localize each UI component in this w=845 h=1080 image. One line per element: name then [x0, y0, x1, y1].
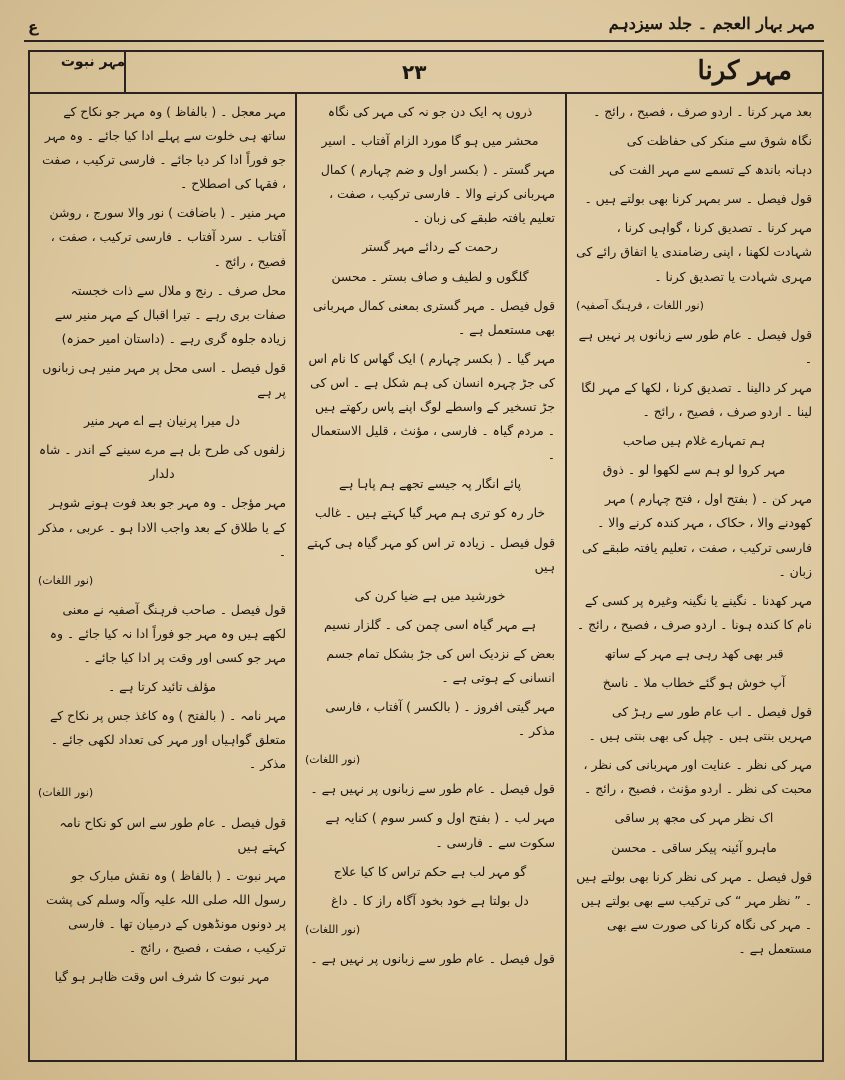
entry-paragraph: قول فیصل ۔ اب عام طور سے رہڑ کی مہریں بنتی ہیں ۔ چپل کی بھی بنتی ہیں ۔ [588, 704, 812, 744]
entry-paragraph: مہر مؤجل ۔ وہ مہر جو بعد فوت ہونے شوہر کے یا طلاق کے بعد واجب الادا ہو ۔ عربی ، مذکر ۔ [38, 495, 286, 559]
verse-line: ہے مہر گیاہ اسی چمن کی ۔ گلزار نسیم [323, 616, 537, 632]
entry-paragraph: مہر نبوت ۔ ( بالفاظ ) وہ نقش مبارک جو رسول اللہ صلی اللہ علیہ وآلہ وسلم کی پشت پر دونوں مونڈھوں کے درمیان تھا ۔ فارسی ترکیب ، صفت ، فصیح ، رائج ۔ [46, 867, 286, 955]
verse-line: ہم تمہارے غلام ہیں صاحب [622, 433, 766, 449]
source-citation: (نور اللغات) [38, 573, 94, 587]
entry-paragraph: مہر گستر ۔ ( بکسر اول و ضم چہارم ) کمال مہربانی کرنے والا ۔ فارسی ترکیب ، صفت ، تعلیم یافتہ طبقے کی زبان ۔ [320, 162, 555, 226]
verse-line: گو مہر لب ہے حکم تراس کا کیا علاج [333, 863, 527, 879]
running-header [20, 10, 825, 38]
page-number: ۲۳ [402, 60, 427, 84]
entry-paragraph: مہر کھدنا ۔ نگینے یا نگینہ وغیرہ پر کسی کے نام کا کندہ ہونا ۔ اردو صرف ، فصیح ، رائج ۔ [576, 592, 812, 632]
verse-line: ذروں پہ ایک دن جو نہ کی مہر کی نگاہ [327, 104, 533, 119]
entry-paragraph: قول فیصل ۔ سر بمہر کرنا بھی بولتے ہیں ۔ [584, 191, 812, 207]
column-divider-right [565, 94, 567, 1060]
entry-paragraph: مہر گیتی افروز ۔ ( بالکسر ) آفتاب ، فارسی مذکر ۔ [325, 699, 555, 739]
column-left [38, 100, 286, 1050]
entry-paragraph: قول فیصل ۔ عام طور سے زبانوں پر نہیں ہے ۔ [310, 950, 555, 966]
entry-paragraph: محل صرف ۔ رنج و ملال سے ذات خجستہ صفات بری رہے ۔ تیرا اقبال کے مہر منیر سے زیادہ جلوہ گری رہے ۔ (داستان امیر حمزہ) [54, 282, 286, 346]
page-header [30, 52, 820, 92]
top-rule [24, 40, 824, 42]
verse-line: ماہرو آئینہ پیکر ساقی ۔ محسن [611, 839, 777, 855]
entry-paragraph: مؤلف تائید کرتا ہے ۔ [107, 679, 217, 695]
entry-paragraph: مہر منیر ۔ ( باضافت ) نور والا سورج ، روشن آفتاب ۔ سرد آفتاب ۔ فارسی ترکیب ، صفت ، فصیح ، رائج ۔ [49, 205, 286, 269]
column-middle [305, 100, 555, 1050]
source-citation: (نور اللغات) [38, 786, 94, 800]
entry-paragraph: مہر گیا ۔ ( بکسر چہارم ) ایک گھاس کا نام اس کی جڑ چہرہ انسان کی ہم شکل ہے ۔ اس کی جڑ تسخیر کے واسطے لوگ اپنے پاس رکھتے ہیں ۔ مردم گیاہ ۔ فارسی ، مؤنث ، قلیل الاستعمال ۔ [308, 350, 555, 463]
entry-paragraph: قول فیصل ۔ اسی محل پر مہر منیر ہی زبانوں پر ہے [42, 359, 286, 400]
entry-paragraph: بعض کے نزدیک اس کی جڑ بشکل تمام جسم انسانی کے ہوتی ہے ۔ [326, 645, 555, 685]
entry-paragraph: مہر کن ۔ ( بفتح اول ، فتح چہارم ) مہر کھودنے والا ، حکاک ، مہر کندہ کرنے والا ۔ فارسی ترکیب ، صفت ، تعلیم یافتہ طبقے کی زبان ۔ [582, 491, 812, 579]
entry-paragraph: قول فیصل ۔ مہر کی نظر کرنا بھی بولتے ہیں ۔ ” نظر مہر “ کی ترکیب سے بھی بولتے ہیں ۔ مہر کی نگاہ کرنا کی صورت سے بھی مستعمل ہے ۔ [576, 868, 812, 956]
entry-paragraph: قول فیصل ۔ عام طور سے اس کو نکاح نامہ کہتے ہیں [59, 814, 286, 854]
catchword-right: مہر کرنا [697, 56, 792, 86]
entry-paragraph: مہر کر دالینا ۔ تصدیق کرنا ، لکھا کے مہر لگا لینا ۔ اردو صرف ، فصیح ، رائج ۔ [581, 379, 812, 420]
frame-left [28, 50, 30, 1062]
entry-paragraph: دہانہ باندھ کے تسمے سے مہر الفت کی [609, 162, 812, 178]
verse-line: آپ خوش ہو گئے خطاب ملا ۔ ناسخ [602, 674, 786, 690]
verse-line: محشر میں ہو گا مورد الزام آفتاب ۔ اسیر [321, 133, 539, 149]
catchword-left: مہر نبوت [60, 54, 126, 70]
entry-paragraph: مہر نامہ ۔ ( بالفتح ) وہ کاغذ جس پر نکاح کے متعلق گواہیاں اور مہر کی تعداد لکھی جائے ۔ مذکر ۔ [50, 708, 286, 772]
entry-paragraph: نگاہ شوق سے منکر کی حفاظت کی [626, 133, 812, 149]
verse-line: رحمت کے ردائے مہر گستر [362, 239, 498, 255]
entry-paragraph: مہر لب ۔ ( بفتح اول و کسر سوم ) کنایہ ہے سکوت سے ۔ فارسی ۔ [325, 810, 555, 850]
frame-right [822, 50, 824, 1062]
frame-bottom [28, 1060, 824, 1062]
entry-paragraph: قول فیصل ۔ عام طور سے زبانوں پر نہیں ہے ۔ [310, 781, 555, 797]
source-citation: (نور اللغات) [305, 753, 361, 767]
entry-paragraph: قول فیصل ۔ مہر گستری بمعنی کمال مہربانی بھی مستعمل ہے ۔ [312, 297, 555, 337]
verse-line: گلگوں و لطیف و صاف بستر ۔ محسن [331, 268, 529, 284]
entry-paragraph: قول فیصل ۔ عام طور سے زبانوں پر نہیں ہے ۔ [578, 326, 812, 366]
verse-line: خورشید میں ہے ضیا کرن کی [354, 587, 506, 603]
verse-line: خار رہ کو تری ہم مہر گیا کہتے ہیں ۔ غالب [314, 505, 546, 521]
verse-line: اک نظر مہر کی مجھ پر ساقی [614, 810, 774, 826]
verse-line: زلفوں کی طرح بل ہے مرے سینے کے اندر ۔ شاہ دلدار [38, 442, 286, 482]
entry-paragraph: مہر کرنا ۔ تصدیق کرنا ، گواہی کرنا ، شہادت لکھنا ، اپنی رضامندی یا اتفاق رائے کی مہری شہادت یا تصدیق کرنا ۔ [576, 220, 812, 284]
entry-paragraph: قول فیصل ۔ صاحب فرہنگ آصفیہ نے معنی لکھے ہیں وہ مہر جو فوراً ادا نہ کیا جائے ۔ وہ مہر جو کسی اور وقت پر ادا کیا جائے ۔ [49, 601, 286, 665]
entry-paragraph: قول فیصل ۔ زیادہ تر اس کو مہر گیاہ ہی کہتے ہیں [306, 534, 555, 574]
entry-paragraph: بعد مہر کرنا ۔ اردو صرف ، فصیح ، رائج ۔ [593, 104, 812, 119]
source-citation: (نور اللغات ، فرہنگ آصفیہ) [576, 298, 704, 312]
source-citation: (نور اللغات) [305, 922, 361, 936]
verse-line: پائے انگار پہ جیسے تجھے ہم پاہا ہے [338, 476, 522, 492]
column-divider-left [295, 94, 297, 1060]
frame-header-bottom [28, 92, 824, 94]
verse-line: مہر کروا لو ہم سے لکھوا لو ۔ ذوق [602, 462, 786, 478]
column-right [576, 100, 812, 1050]
verse-line: مہر نبوت کا شرف اس وقت ظاہر ہو گیا [54, 969, 270, 985]
verse-line: دل بولتا ہے خود بخود آگاہ راز کا ۔ داغ [331, 892, 529, 908]
running-header-mark: ع [28, 18, 39, 36]
verse-line: دل میرا پرنیان ہے اے مہر منیر [83, 413, 241, 429]
running-header-title: مہر بہار العجم ۔ جلد سیزدہم [608, 14, 815, 33]
verse-line: قبر بھی کھد رہی ہے مہر کے ساتھ [604, 645, 784, 661]
entry-paragraph: مہر کی نظر ۔ عنایت اور مہربانی کی نظر ، محبت کی نظر ۔ اردو مؤنث ، فصیح ، رائج ۔ [583, 757, 812, 797]
entry-paragraph: مہر معجل ۔ ( بالفاظ ) وہ مہر جو نکاح کے ساتھ ہی خلوت سے پہلے ادا کیا جائے ۔ وہ مہر جو فوراً ادا کر دیا جائے ۔ فارسی ترکیب ، صفت ، فقہا کی اصطلاح ۔ [42, 104, 286, 192]
